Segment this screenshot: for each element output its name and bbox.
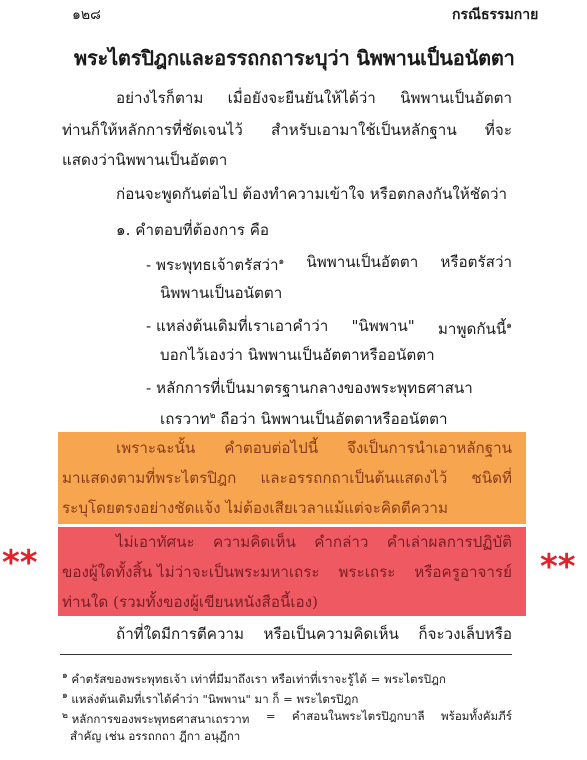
orange-para-line1: เพราะฉะนั้น คำตอบต่อไปนี้ จึงเป็นการนำเอาหลักฐาน — [116, 439, 512, 457]
footnote-3-line1: $^๒$ หลักการของพระพุทธศาสนาเถรวาท = คำสอนในพระไตรปิฎกบาลี พร้อมทั้งคัมภีร์ — [62, 709, 512, 726]
running-title: กรณีธรรมกาย — [452, 7, 539, 23]
footnote-1: $^๑$ คำตรัสของพระพุทธเจ้า เท่าที่มีมาถึงเรา หรือเท่าที่เราจะรู้ได้ = พระไตรปิฎก — [62, 671, 446, 686]
bullet-2-line1: - แหล่งต้นเดิมที่เราเอาคำว่า "นิพพาน" มาพูดกันนี้$^๑$ — [146, 317, 512, 339]
bullet-1-line2: นิพพานเป็นอนัตตา — [160, 284, 283, 302]
red-para-line2: ของผู้ใดทั้งสิ้น ไม่ว่าจะเป็นพระมหาเถระ พระเถระ หรือครูอาจารย์ — [62, 563, 512, 581]
orange-para-line2: มาแสดงตามที่พระไตรปิฎก และอรรถกถาเป็นต้นแสดงไว้ ชนิดที่ — [62, 469, 512, 487]
page-number: ๑๒๘ — [72, 7, 101, 23]
bullet-1-line1: - พระพุทธเจ้าตรัสว่า$^๑$ นิพพานเป็นอัตตา หรือตรัสว่า — [146, 253, 512, 275]
item-1: ๑. คำตอบที่ต้องการ คือ — [116, 221, 270, 239]
para1-line1: อย่างไรก็ตาม เมื่อยังจะยืนยันให้ได้ว่า นิพพานเป็นอัตตา — [116, 89, 512, 107]
orange-para-line3: ระบุโดยตรงอย่างชัดแจ้ง ไม่ต้องเสียเวลาแม้แต่จะคิดตีความ — [62, 499, 448, 517]
footnote-2: $^๑$ แหล่งต้นเดิมที่เราได้คำว่า "นิพพาน" มา ก็ = พระไตรปิฎก — [62, 691, 359, 706]
footnote-3-line2: สำคัญ เช่น อรรถกถา ฎีกา อนุฎีกา — [70, 729, 241, 743]
red-para-line3: ท่านใด (รวมทั้งของผู้เขียนหนังสือนี้เอง) — [62, 593, 318, 611]
bullet-2-line2: บอกไว้เองว่า นิพพานเป็นอัตตาหรืออนัตตา — [160, 346, 435, 364]
bullet-3-line2: เถรวาท$^๒$ ถือว่า นิพพานเป็นอัตตาหรืออนัตตา — [160, 410, 448, 429]
para1-line3: แสดงว่านิพพานเป็นอัตตา — [62, 151, 228, 169]
last-line: ถ้าที่ใดมีการตีความ หรือเป็นความคิดเห็น ก็จะวงเล็บหรือ — [116, 625, 512, 643]
para2: ก่อนจะพูดกันต่อไป ต้องทำความเข้าใจ หรือตกลงกันให้ชัดว่า — [116, 185, 508, 203]
section-title: พระไตรปิฎกและอรรถกถาระบุว่า นิพพานเป็นอนัตตา — [74, 46, 515, 70]
bullet-3-line1: - หลักการที่เป็นมาตรฐานกลางของพระพุทธศาสนา — [146, 379, 473, 397]
footnote-rule — [60, 654, 512, 655]
red-para-line1: ไม่เอาทัศนะ ความคิดเห็น คำกล่าว คำเล่าผลการปฏิบัติ — [116, 533, 512, 551]
right-asterisk-marker: ** — [540, 547, 576, 587]
left-asterisk-marker: ** — [2, 543, 38, 583]
para1-line2: ท่านก็ให้หลักการที่ชัดเจนไว้ สำหรับเอามาใช้เป็นหลักฐาน ที่จะ — [62, 121, 512, 139]
